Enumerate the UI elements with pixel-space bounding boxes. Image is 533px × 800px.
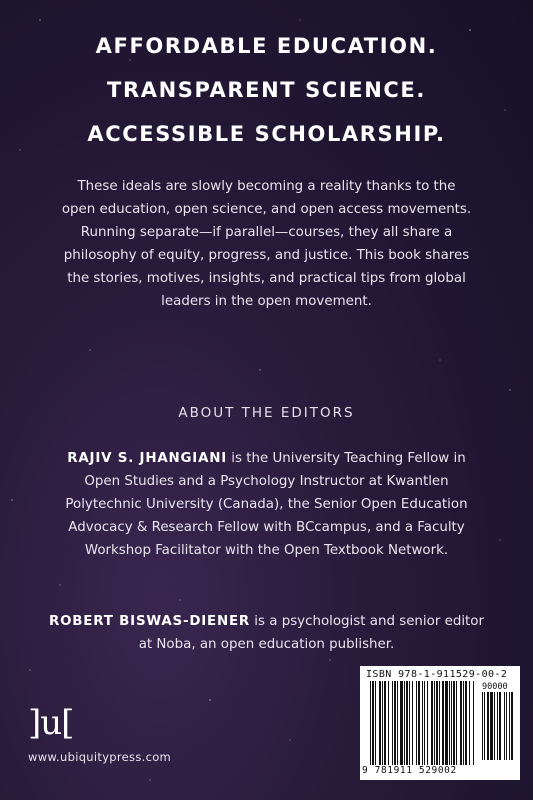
barcode-digits: 9 781911 529002 xyxy=(362,765,457,776)
ean-barcode-bars xyxy=(370,681,476,767)
bio-first-line xyxy=(22,610,511,633)
bio-text: is a psychologist and senior editor xyxy=(250,614,484,629)
bio-line: at Noba, an open education publisher. xyxy=(138,637,395,652)
editor-name: RAJIV S. JHANGIANI xyxy=(67,451,228,466)
bio-first-line xyxy=(22,447,511,470)
headline-accessible-scholarship: ACCESSIBLE SCHOLARSHIP. xyxy=(87,122,446,146)
ubiquity-press-logo: ]u[ xyxy=(28,703,74,743)
about-editors-heading: ABOUT THE EDITORS xyxy=(178,405,355,421)
publisher-url: www.ubiquitypress.com xyxy=(28,750,172,764)
editor-bio-biswas-diener xyxy=(22,610,511,656)
price-addon-digits: 90000 xyxy=(482,682,508,692)
bio-line: Polytechnic University (Canada), the Senior Open Education xyxy=(65,497,468,512)
addon-barcode-bars xyxy=(482,692,516,762)
book-description xyxy=(22,175,511,313)
isbn-barcode xyxy=(360,666,520,780)
description-line: philosophy of equity, progress, and justice. This book shares xyxy=(63,248,470,263)
description-line: open education, open science, and open access movements. xyxy=(61,202,472,217)
headline-transparent-science: TRANSPARENT SCIENCE. xyxy=(107,78,426,102)
editor-name: ROBERT BISWAS-DIENER xyxy=(49,614,251,629)
description-line: These ideals are slowly becoming a reality thanks to the xyxy=(77,179,456,194)
bio-line: Workshop Facilitator with the Open Textbook Network. xyxy=(84,543,449,558)
description-line: Running separate—if parallel—courses, they all share a xyxy=(80,225,453,240)
headline-affordable-education: AFFORDABLE EDUCATION. xyxy=(95,34,438,58)
bio-line: Open Studies and a Psychology Instructor at Kwantlen xyxy=(84,474,449,489)
editor-bio-jhangiani xyxy=(22,447,511,562)
bio-line: Advocacy & Research Fellow with BCcampus, and a Faculty xyxy=(68,520,465,535)
bio-text: is the University Teaching Fellow in xyxy=(227,451,466,466)
description-line: the stories, motives, insights, and practical tips from global xyxy=(67,271,466,286)
isbn-number: ISBN 978-1-911529-00-2 xyxy=(366,669,508,680)
description-line: leaders in the open movement. xyxy=(161,294,372,309)
